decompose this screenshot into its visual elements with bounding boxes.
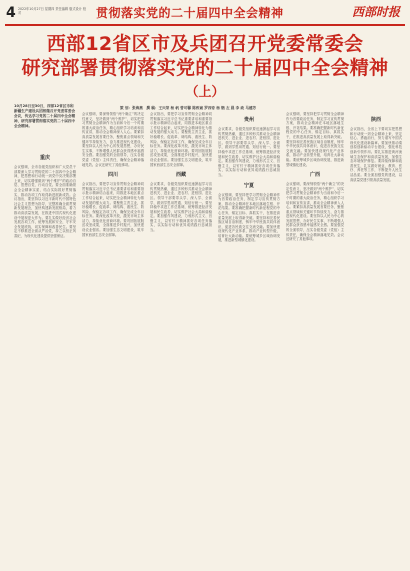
masthead-logo: 西部时报 [351,5,400,19]
column-text: 会议指出，要把学习宣传贯彻全会精神同贯彻落实习近平总书记重要讲话和重要指示批示精神结合起来，同推进本地区重点工作结合起来，切实把全会精神转化为推动发展的强大动力。要聚焦主责主业，抓好稳增长、促改革、调结构、惠民生、防风险、保稳定各项工作，确保完成全年目标任务。要深化改革开放，激发市场主体活力，持续优化营商环境。要巩固拓展脱贫攻坚成果，全面推进乡村振兴，加快建设农业强省。要加强生态文明建设，筑牢国家西部生态安全屏障。 [82,182,144,237]
section-heading-ningxia: 宁夏 [243,182,254,189]
column-text: 会议指出，全省上下要切实把思想和行动统一到全会精神上来，坚定信心、勇毅前行，努力谱写中国式现代化建设新篇章。要加快推动秦创原创新驱动平台建设，强化科技创新引领作用。要扎实推进黄河流域生态保护和高质量发展，加强生态环境保护修复。要持续保障和改善民生，扎实做好就业、教育、医疗、养老等工作，不断提升人民生活品质。要全面加强党的建设，以高质量党建引领高质量发展。 [350,127,402,182]
column-5 [286,112,344,564]
section-heading-guizhou: 贵州 [243,117,254,123]
column-text: 会议强调，要坚持把学习贯彻全会精神作为首要政治任务，制定学习宣传贯彻方案，推动全会精神在本地区落地生根、开花结果。要准确把握新时代新征程党的中心任务，锚定目标、真抓实干，在推进高质量发展上取得新突破。要坚持和完善民族区域自治制度，铸牢中华民族共同体意识，促进各民族交往交流交融。要加快建设现代化产业体系，推动产业转型升级，培育壮大新动能。要统筹城乡区域协调发展，推进新型城镇化建设。 [218,192,280,243]
section-kicker: 贯彻落实党的二十届四中全会精神 [96,6,284,20]
section-heading-shaanxi: 陕西 [370,117,381,123]
header-rule [5,24,405,26]
section-heading-chongqing: 重庆 [39,155,50,161]
headline-line-2: 研究部署贯彻落实党的二十届四中全会精神 [21,57,389,79]
byline: 策 划：张海燕 撰 稿：王兴荣 杨 帆 曾可馨 陈致诚 罗西奇 杨 锴 左 晨 李 政 马禧芳 [120,106,257,110]
headline-sub: （上） [185,85,225,100]
column-text: 会议强调，全市各级党组织和广大党员干部要深入学习贯彻党的二十届四中全会精神，把思想和行动统一到党中央决策部署上来，切实增强做到“两个维护”的政治自觉、思想自觉、行动自觉。要全面准确领会全会精神实质，结合实际抓好贯彻落实，推动各项工作取得新进展新成效。会议指出，要坚持以习近平新时代中国特色社会主义思想为指导，完整准确全面贯彻新发展理念，加快构建新发展格局，着力推动高质量发展，在推进中国式现代化建设中展现更大作为。要扎实做好经济社会发展各项工作，统筹发展和安全，守牢安全发展底线，切实保障和改善民生。要坚定不移推进全面从严治党，持之以恒正风肃纪，为现代化建设提供坚强保证。 [14,165,76,238]
column-text: 会议强调，要深刻领悟“两个确立”的决定性意义，坚决做到“两个维护”，切实把学习贯彻全会精神作为当前和今后一个时期的重大政治任务，精心组织学习培训和宣传宣讲，推动全会精神深入人心。要紧扣高质量发展首要任务，聚焦重点领域和关键环节持续发力，奋力推进现代化建设。要坚持以人民为中心的发展思想，办好民生实事，不断增强人民群众获得感幸福感安全感。要加强党的全面领导，压实各级党委（党组）主体责任，确保全会精神落地见效。会议还研究了其他事项。 [286,182,344,242]
column-6 [350,112,402,564]
column-3 [150,112,212,564]
headline-line-1: 西部12省区市及兵团召开党委常委会 [46,33,364,55]
column-text: 会议强调，要深刻领悟“两个确立”的决定性意义，坚决做到“两个维护”，切实把学习贯彻全会精神作为当前和今后一个时期的重大政治任务，精心组织学习培训和宣传宣讲，推动全会精神深入人心。要紧扣高质量发展首要任务，聚焦重点领域和关键环节持续发力，奋力推进现代化建设。要坚持以人民为中心的发展思想，办好民生实事，不断增强人民群众获得感幸福感安全感。要加强党的全面领导，压实各级党委（党组）主体责任，确保全会精神落地见效。会议还研究了其他事项。 [82,112,144,167]
headline [0,32,410,100]
column-text: 会议指出，要把学习宣传贯彻全会精神同贯彻落实习近平总书记重要讲话和重要指示批示精神结合起来，同推进本地区重点工作结合起来，切实把全会精神转化为推动发展的强大动力。要聚焦主责主业，抓好稳增长、促改革、调结构、惠民生、防风险、保稳定各项工作，确保完成全年目标任务。要深化改革开放，激发市场主体活力，持续优化营商环境。要巩固拓展脱贫攻坚成果，全面推进乡村振兴，加快建设农业强省。要加强生态文明建设，筑牢国家西部生态安全屏障。 [150,112,212,167]
column-text: 会议要求，各级党组织要迅速掀起学习宣传贯彻热潮，通过多种形式推动全会精神进机关、进企业、进农村、进校园、进社区。领导干部要带头学、深入学、全面学，做到学思用贯通、知信行统一。要坚持稳中求进工作总基调，统筹推进经济发展和民生改善，切实维护社会大局和谐稳定。要加强作风建设，力戒形式主义、官僚主义，以钉钉子精神抓好各项任务落实，以实际行动和优异成绩践行忠诚担当。 [150,182,212,233]
section-heading-sichuan: 四川 [107,172,118,179]
section-heading-guangxi: 广西 [309,172,320,179]
page-header [0,0,410,28]
column-2 [82,112,144,564]
column-text: 会议强调，要坚持把学习贯彻全会精神作为首要政治任务，制定学习宣传贯彻方案，推动全会精神在本地区落地生根、开花结果。要准确把握新时代新征程党的中心任务，锚定目标、真抓实干，在推进高质量发展上取得新突破。要坚持和完善民族区域自治制度，铸牢中华民族共同体意识，促进各民族交往交流交融。要加快建设现代化产业体系，推动产业转型升级，培育壮大新动能。要统筹城乡区域协调发展，推进新型城镇化建设。 [286,112,344,167]
dateline: 2022年10月27日 星期四 责任编辑 版式设计 校对 [18,7,87,15]
column-text: 会议要求，各级党组织要迅速掀起学习宣传贯彻热潮，通过多种形式推动全会精神进机关、进企业、进农村、进校园、进社区。领导干部要带头学、深入学、全面学，做到学思用贯通、知信行统一。要坚持稳中求进工作总基调，统筹推进经济发展和民生改善，切实维护社会大局和谐稳定。要加强作风建设，力戒形式主义、官僚主义，以钉钉子精神抓好各项任务落实，以实际行动和优异成绩践行忠诚担当。 [218,127,280,177]
section-heading-xizang: 西藏 [175,172,186,179]
column-1 [14,150,76,564]
page-number: 4 [6,5,16,21]
lead-paragraph: 10月28日至30日，西部12省区市和新疆生产建设兵团相继召开党委常委会会议，传达学习党的二十届四中全会精神，研究部署贯彻落实党的二十届四中全会精神。 [14,104,76,128]
column-4 [218,112,280,564]
